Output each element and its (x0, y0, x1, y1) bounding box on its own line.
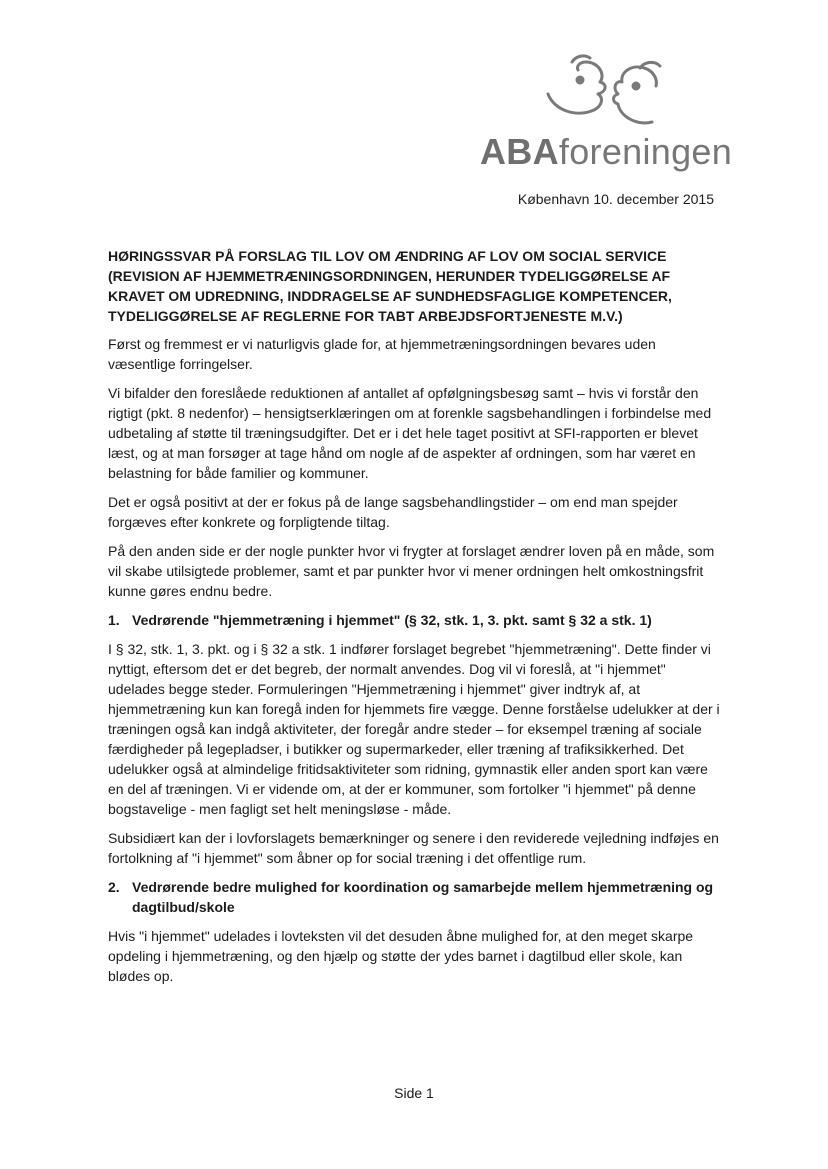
intro-paragraph-4: På den anden side er der nogle punkter hvor vi frygter at forslaget ændrer loven på en måde, som vil skabe utilsigtede problemer, samt et par punkter hvor vi mener ordningen helt omkostningsfrit kunne gøres endnu bedre. (108, 543, 715, 599)
letter-date: København 10. december 2015 (517, 191, 714, 207)
intro-paragraph-1: Først og fremmest er vi naturligvis glade for, at hjemmetræningsordningen bevares uden væsentlige forringelser. (108, 336, 656, 372)
section-1-title: Vedrørende "hjemmetræning i hjemmet" (§ 32, stk. 1, 3. pkt. samt § 32 a stk. 1) (132, 612, 652, 628)
page-number: Side 1 (394, 1085, 434, 1101)
section-2-heading (108, 877, 720, 917)
section-1-heading (108, 610, 720, 630)
intro-paragraph-2: Vi bifalder den foreslåede reduktionen af antallet af opfølgningsbesøg samt – hvis vi forstår den rigtigt (pkt. 8 nedenfor) – hensigtserklæringen om at forenkle sagsbehandlingen i forbindelse med udbetaling af støtte til træningsudgifter. Det er i det hele taget positivt at SFI-rapporten er blevet læst, og at man forsøger at tage hånd om nogle af de aspekter af ordningen, som har været en belastning for både familier og kommuner. (108, 385, 712, 481)
intro-paragraph-3: Det er også positivt at der er fokus på de lange sagsbehandlingstider – om end man spejder forgæves efter konkrete og forpligtende tiltag. (108, 494, 678, 530)
section-2-number: 2. (108, 879, 120, 895)
aba-logo (480, 52, 733, 180)
logo-wordmark-bold: ABA (480, 131, 559, 172)
letter-body (108, 246, 720, 995)
aba-faces-logo-icon (532, 52, 668, 130)
logo-wordmark (480, 132, 732, 172)
section-1-paragraph-2: Subsidiært kan der i lovforslagets bemærkninger og senere i den reviderede vejledning indføjes en fortolkning af "i hjemmet" som åbner op for social træning i det offentlige rum. (108, 830, 719, 866)
section-1-paragraph-1: I § 32, stk. 1, 3. pkt. og i § 32 a stk. 1 indfører forslaget begrebet "hjemmetræning". Dette finder vi nyttigt, eftersom det er det begreb, der normalt anvendes. Dog vil vi foreslå, at "i hjemmet" udelades begge steder. Formuleringen "Hjemmetræning i hjemmet" giver indtryk af, at hjemmetræning kun kan foregå inden for hjemmets fire vægge. Denne forståelse udelukker at der i træningen også kan indgå aktiviteter, der foregår andre steder – for eksempel træning af sociale færdigheder på legepladser, i butikker og supermarkeder, eller træning af trafiksikkerhed. Det udelukker også at almindelige fritidsaktiviteter som ridning, gymnastik eller anden sport kan være en del af træningen. Vi er vidende om, at der er kommuner, som fortolker "i hjemmet" på denne bogstavelige - men fagligt set helt meningsløse - måde. (108, 641, 720, 817)
section-2-title: Vedrørende bedre mulighed for koordination og samarbejde mellem hjemmetræning og dagtilbud/skole (132, 879, 714, 915)
section-1-number: 1. (108, 612, 120, 628)
section-2-paragraph-1: Hvis "i hjemmet" udelades i lovteksten vil det desuden åbne mulighed for, at den meget skarpe opdeling i hjemmetræning, og den hjælp og støtte der ydes barnet i dagtilbud eller skole, kan blødes op. (108, 928, 694, 984)
logo-wordmark-rest: foreningen (558, 131, 733, 172)
document-heading: HØRINGSSVAR PÅ FORSLAG TIL LOV OM ÆNDRING AF LOV OM SOCIAL SERVICE (REVISION AF HJEMMETRÆNINGSORDNINGEN, HERUNDER TYDELIGGØRELSE AF KRAVET OM UDREDNING, INDDRAGELSE AF SUNDHEDSFAGLIGE KOMPETENCER, TYDELIGGØRELSE AF REGLERNE FOR TABT ARBEJDSFORTJENESTE M.V.) (108, 248, 672, 324)
